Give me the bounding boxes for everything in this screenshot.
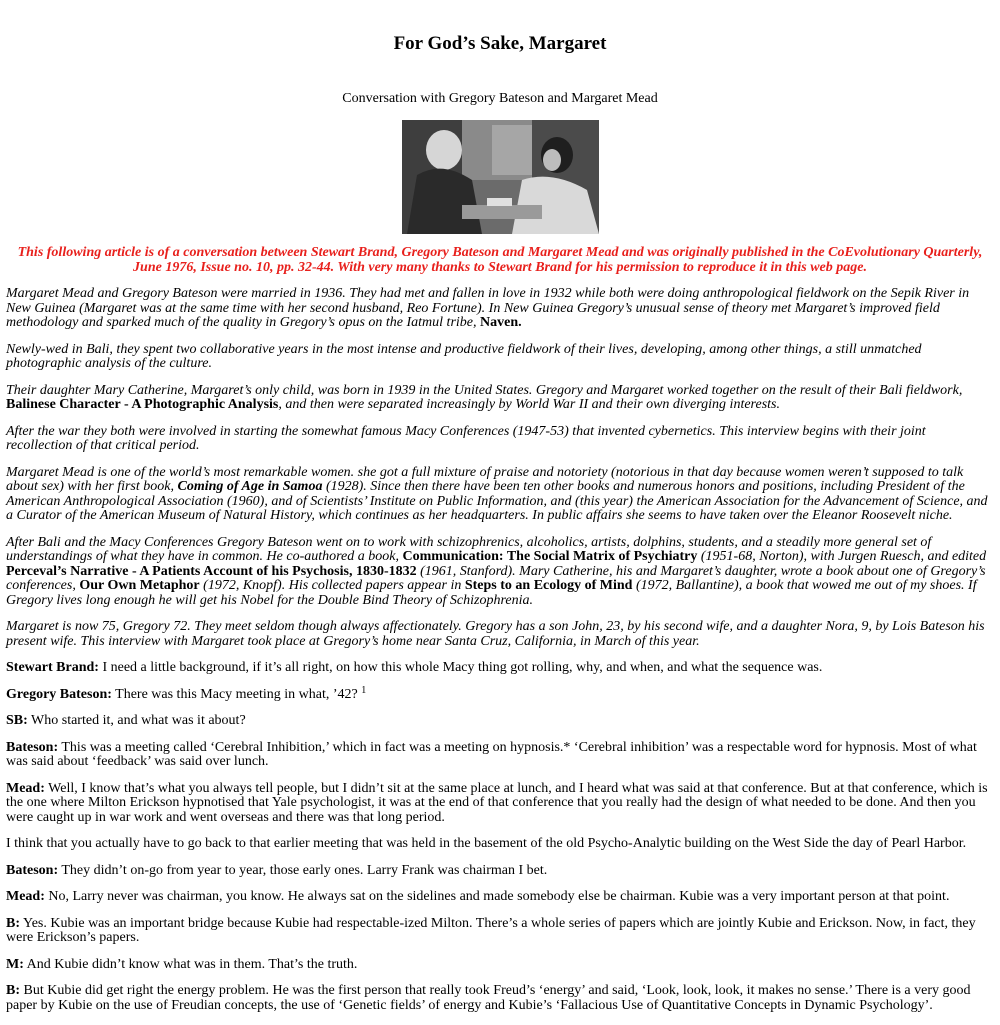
speaker-label: Mead: xyxy=(6,889,45,904)
page-subtitle: Conversation with Gregory Bateson and Margaret Mead xyxy=(342,91,658,106)
bio-paragraph: Newly-wed in Bali, they spent two collaborative years in the most intense and productive fieldwork of their lives, developing, among other things, a still unmatched photographic analysis of the culture. xyxy=(6,341,922,371)
bio-paragraph: After the war they both were involved in starting the somewhat famous Macy Conferences (1947-53) that invented cybernetics. This interview begins with their joint recollection of that critical period. xyxy=(6,423,926,453)
bio-paragraph: Margaret is now 75, Gregory 72. They meet seldom though always affectionately. Gregory has a son John, 23, by his second wife, and a daughter Nora, 9, by Lois Bateson his present wife. This interview with Margaret took place at Gregory’s home near Santa Cruz, California, in March of this year. xyxy=(6,619,985,649)
dialogue-line: Mead: No, Larry never was chairman, you know. He always sat on the sidelines and made somebody else be chairman. Kubie was a very important person at that point. xyxy=(6,889,950,904)
dialogue-line: B: But Kubie did get right the energy problem. He was the first person that really took Freud’s ‘energy’ and said, ‘Look, look, look, it makes no sense.’ There is a very good paper by Kubie on the use of Freudian concepts, the use of ‘Genetic fields’ of energy and Kubie’s ‘Fallacious Use of Quantitative Concepts in Dynamic Psychology’. xyxy=(6,983,971,1013)
dialogue-line: Mead: Well, I know that’s what you always tell people, but I didn’t sit at the same place at lunch, and I heard what was said at that conference. But at that conference, which is the one where Milton Erickson hypnotised that Yale psychologist, it was at the end of that conference that you really had the design of what needed to be done. And then you were caught up in war work and went overseas and there was that long period. xyxy=(6,780,988,825)
bio-paragraph: Margaret Mead is one of the world’s most remarkable women. she got a full mixture of praise and notoriety (notorious in that day because women weren’t supposed to talk about sex) with her first book, Coming of Age in Samoa (1928). Since then there have been ten other books and numerous honors and positions, including President of the American Anthropological Association (1960), and of Scientists’ Institute on Public Information, and (this year) the American Association for the Advancement of Science, and a Curator of the American Museum of Natural History, which continues as her headquarters. In public affairs she seems to have taken over the Eleanor Roosevelt niche. xyxy=(6,464,988,523)
dialogue-line: Gregory Bateson: There was this Macy meeting in what, ’42? $^1$ xyxy=(6,684,367,702)
speaker-label: Bateson: xyxy=(6,739,59,755)
bio-paragraph: Their daughter Mary Catherine, Margaret’s only child, was born in 1939 in the United States. Gregory and Margaret worked together on the result of their Bali fieldwork, Balinese Character - A Photographic Analysis, and then were separated increasingly by World War II and their own diverging interests. xyxy=(6,382,963,412)
book-title: Steps to an Ecology of Mind xyxy=(464,578,633,593)
speaker-label: Bateson: xyxy=(6,862,59,878)
page-title: For God’s Sake, Margaret xyxy=(393,33,607,54)
dialogue-line: B: Yes. Kubie was an important bridge because Kubie had respectable-ized Milton. There’s a whole series of papers which are jointly Kubie and Erickson. Now, in fact, they were Erickson’s papers. xyxy=(6,915,976,945)
intro-note: This following article is of a conversation between Stewart Brand, Gregory Bateson and Margaret Mead and was originally published in the CoEvolutionary Quarterly, June 1976, Issue no. 10, pp. 32-44. With very many thanks to Stewart Brand for his permission to reproduce it in this web page. xyxy=(17,245,983,275)
bio-paragraph: Margaret Mead and Gregory Bateson were married in 1936. They had met and fallen in love in 1932 while both were doing anthropological fieldwork on the Sepik River in New Guinea (Margaret was at the same time with her second husband, Reo Fortune). In New Guinea Gregory’s unusual sense of theory met Margaret’s improved field methodology and sparked much of the quality in Gregory’s opus on the Iatmul tribe, Naven. xyxy=(6,286,970,330)
footnote-link[interactable]: 1 xyxy=(361,684,367,696)
dialogue-line: Stewart Brand: I need a little background, if it’s all right, on how this whole Macy thing got rolling, why, and when, and what the sequence was. xyxy=(6,660,823,675)
bio-paragraph: After Bali and the Macy Conferences Gregory Bateson went on to work with schizophrenics, alcoholics, artists, dolphins, students, and a steadily more general set of understandings of what they have in common. He co-authored a book, Communication: The Social Matrix of Psychiatry (1951-68, Norton), with Jurgen Ruesch, and edited Perceval’s Narrative - A Patients Account of his Psychosis, 1830-1832 (1961, Stanford). Mary Catherine, his and Margaret’s daughter, wrote a book about one of Gregory’s conferences, Our Own Metaphor (1972, Knopf). His collected papers appear in Steps to an Ecology of Mind (1972, Ballantine), a book that wowed me out of my shoes. If Gregory lives long enough he will get his Nobel for the Double Bind Theory of Schizophrenia. xyxy=(6,534,987,608)
speaker-label: B: xyxy=(6,915,20,931)
book-title: Perceval’s Narrative - A Patients Account of his Psychosis, 1830-1832 xyxy=(6,563,417,579)
speaker-label: B: xyxy=(6,983,20,998)
book-title: Coming of Age in Samoa xyxy=(177,479,323,494)
dialogue-line: Bateson: This was a meeting called ‘Cerebral Inhibition,’ which in fact was a meeting on hypnosis.* ‘Cerebral inhibition’ was a respectable word for hypnosis. Most of what was said about ‘feedback’ was said over lunch. xyxy=(6,739,977,769)
speaker-label: Mead: xyxy=(6,780,45,796)
dialogue-line: M: And Kubie didn’t know what was in them. That’s the truth. xyxy=(6,956,358,972)
photo-bateson-mead xyxy=(402,120,599,234)
speaker-label: Gregory Bateson: xyxy=(6,686,112,702)
article-body xyxy=(6,246,994,1025)
dialogue-line: Bateson: They didn’t on-go from year to year, those early ones. Larry Frank was chairman I bet. xyxy=(6,862,548,878)
book-title: Our Own Metaphor xyxy=(79,578,200,593)
dialogue-line: I think that you actually have to go back to that earlier meeting that was held in the basement of the old Psycho-Analytic building on the West Side the day of Pearl Harbor. xyxy=(6,836,967,851)
speaker-label: M: xyxy=(6,956,24,972)
book-title: Balinese Character - A Photographic Analysis xyxy=(6,397,279,412)
dialogue-line: SB: Who started it, and what was it about? xyxy=(6,713,246,728)
book-title: Communication: The Social Matrix of Psychiatry xyxy=(402,549,698,564)
photo-image-icon xyxy=(402,120,599,234)
speaker-label: SB: xyxy=(6,713,28,728)
speaker-label: Stewart Brand: xyxy=(6,660,99,675)
